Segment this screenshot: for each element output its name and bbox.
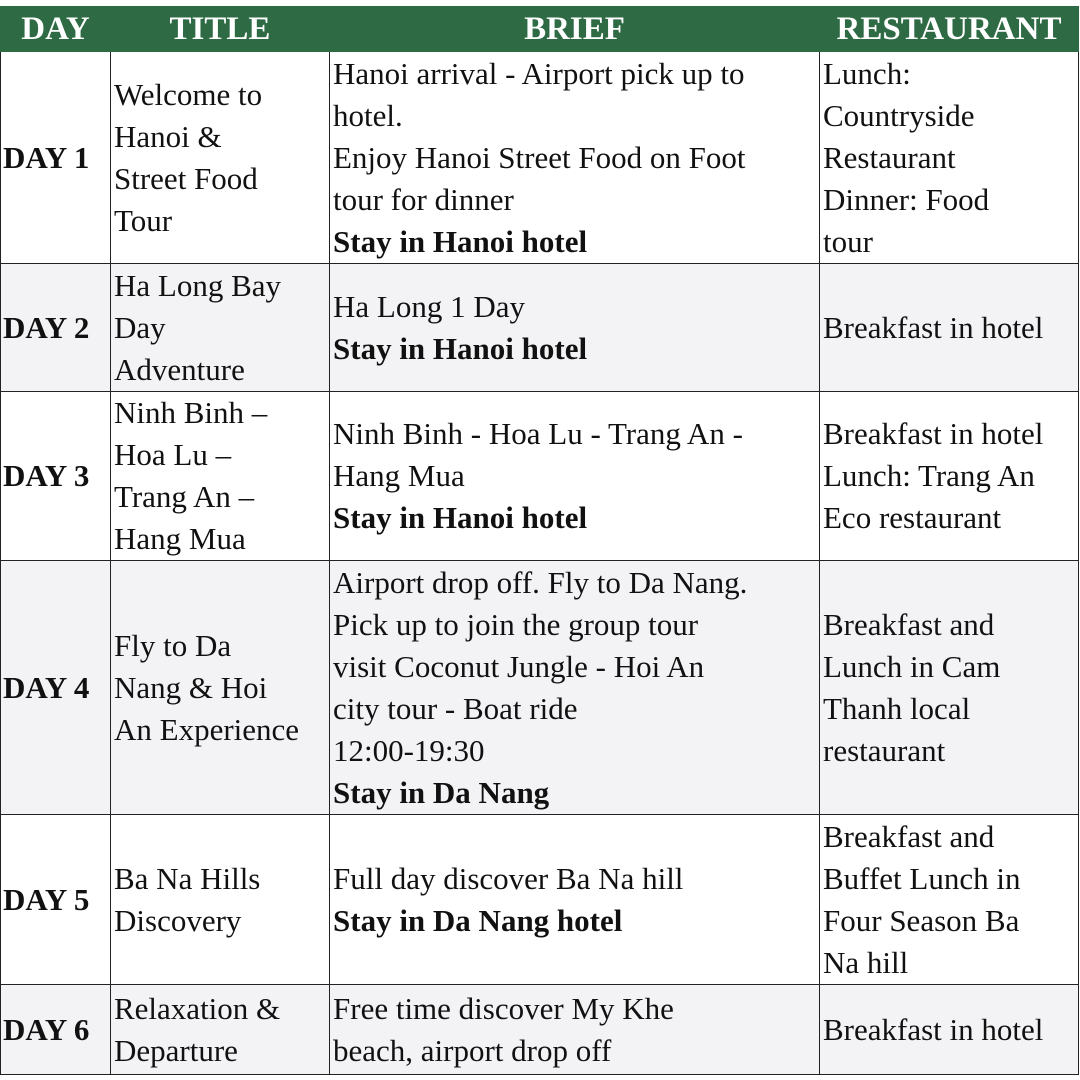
restaurant-cell	[820, 264, 1079, 392]
brief-cell-line: visit Coconut Jungle - Hoi An	[333, 648, 705, 684]
restaurant-cell-line: Lunch:	[823, 55, 911, 91]
restaurant-cell-line: Breakfast in hotel	[823, 1011, 1044, 1047]
title-cell-line: Street Food	[114, 160, 258, 196]
restaurant-cell-line: Lunch: Trang An	[823, 458, 1035, 493]
brief-cell-line: Free time discover My Khe	[333, 990, 674, 1026]
brief-cell-line: Hang Mua	[333, 458, 465, 493]
restaurant-cell-line: Lunch in Cam	[823, 648, 1001, 684]
brief-cell	[330, 561, 820, 815]
title-cell-line: Hoa Lu –	[114, 437, 232, 472]
header-row	[1, 7, 1079, 52]
brief-cell	[330, 52, 820, 264]
brief-cell-line: Ninh Binh - Hoa Lu - Trang An -	[333, 416, 743, 451]
title-cell-line: Welcome to	[114, 76, 263, 112]
brief-cell	[330, 985, 820, 1075]
title-cell-line: Adventure	[114, 351, 245, 387]
title-cell-line: Trang An –	[114, 479, 255, 514]
brief-cell	[330, 264, 820, 392]
brief-cell	[330, 392, 820, 561]
restaurant-cell	[820, 815, 1079, 985]
restaurant-cell-line: Restaurant	[823, 139, 956, 175]
restaurant-cell	[820, 52, 1079, 264]
title-cell-line: Ba Na Hills	[114, 860, 261, 896]
title-cell-line: Ha Long Bay	[114, 267, 282, 303]
stay-note: Stay in Hanoi hotel	[333, 500, 588, 535]
stay-note: Stay in Hanoi hotel	[333, 330, 588, 366]
restaurant-cell-line: Four Season Ba	[823, 902, 1020, 938]
table-body	[1, 52, 1079, 1075]
restaurant-cell-line: Breakfast and	[823, 606, 995, 642]
header-restaurant: RESTAURANT	[820, 7, 1079, 52]
header-day: DAY	[1, 7, 111, 52]
title-cell-line: Departure	[114, 1032, 238, 1068]
table-row	[1, 561, 1079, 815]
title-cell	[111, 52, 330, 264]
restaurant-cell-line: Breakfast in hotel	[823, 416, 1044, 451]
table-row	[1, 985, 1079, 1075]
stay-note: Stay in Hanoi hotel	[333, 223, 588, 259]
title-cell	[111, 985, 330, 1075]
restaurant-cell-line: Dinner: Food	[823, 181, 990, 217]
table-row	[1, 815, 1079, 985]
table-row	[1, 264, 1079, 392]
title-cell	[111, 561, 330, 815]
title-cell-line: Nang & Hoi	[114, 669, 268, 705]
brief-cell-line: Ha Long 1 Day	[333, 288, 525, 324]
title-cell-line: Fly to Da	[114, 627, 232, 663]
restaurant-cell-line: tour	[823, 223, 873, 259]
itinerary-table	[0, 6, 1079, 1075]
table-row	[1, 52, 1079, 264]
restaurant-cell	[820, 392, 1079, 561]
restaurant-cell-line: Breakfast in hotel	[823, 309, 1044, 345]
day-cell: DAY 6	[1, 985, 111, 1075]
brief-cell-line: hotel.	[333, 97, 403, 133]
brief-cell-line: Full day discover Ba Na hill	[333, 860, 684, 896]
header-title: TITLE	[111, 7, 330, 52]
restaurant-cell-line: restaurant	[823, 732, 946, 768]
title-cell-line: Relaxation &	[114, 990, 281, 1026]
header-brief: BRIEF	[330, 7, 820, 52]
restaurant-cell-line: Eco restaurant	[823, 500, 1002, 535]
restaurant-cell	[820, 985, 1079, 1075]
restaurant-cell-line: Na hill	[823, 944, 909, 980]
brief-cell	[330, 815, 820, 985]
brief-cell-line: beach, airport drop off	[333, 1032, 612, 1068]
title-cell-line: Ninh Binh –	[114, 395, 268, 430]
brief-cell-line: tour for dinner	[333, 181, 514, 217]
day-cell: DAY 3	[1, 392, 111, 561]
stay-note: Stay in Da Nang hotel	[333, 902, 623, 938]
stay-note: Stay in Da Nang	[333, 774, 550, 810]
title-cell-line: Hang Mua	[114, 521, 246, 556]
restaurant-cell-line: Breakfast and	[823, 818, 995, 854]
title-cell-line: Tour	[114, 202, 173, 238]
brief-cell-line: Airport drop off. Fly to Da Nang.	[333, 564, 748, 600]
title-cell	[111, 264, 330, 392]
day-cell: DAY 5	[1, 815, 111, 985]
brief-cell-line: city tour - Boat ride	[333, 690, 578, 726]
restaurant-cell-line: Thanh local	[823, 690, 971, 726]
day-cell: DAY 2	[1, 264, 111, 392]
restaurant-cell-line: Buffet Lunch in	[823, 860, 1021, 896]
day-cell: DAY 1	[1, 52, 111, 264]
title-cell-line: Day	[114, 309, 166, 345]
restaurant-cell-line: Countryside	[823, 97, 975, 133]
title-cell-line: An Experience	[114, 711, 300, 747]
title-cell-line: Discovery	[114, 902, 242, 938]
table-row	[1, 392, 1079, 561]
brief-cell-line: Enjoy Hanoi Street Food on Foot	[333, 139, 746, 175]
title-cell	[111, 815, 330, 985]
day-cell: DAY 4	[1, 561, 111, 815]
brief-cell-line: Hanoi arrival - Airport pick up to	[333, 55, 745, 91]
title-cell-line: Hanoi &	[114, 118, 222, 154]
title-cell	[111, 392, 330, 561]
brief-cell-line: Pick up to join the group tour	[333, 606, 699, 642]
brief-cell-line: 12:00-19:30	[333, 732, 485, 768]
restaurant-cell	[820, 561, 1079, 815]
